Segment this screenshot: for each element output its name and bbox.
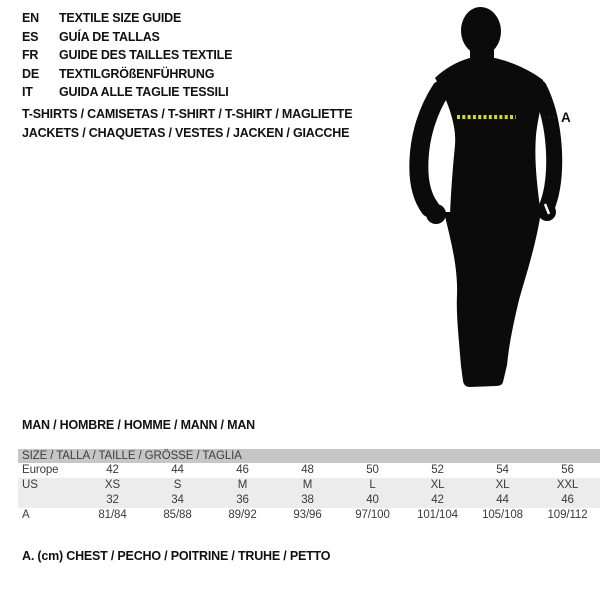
table-cell: M <box>237 479 248 491</box>
language-row <box>22 83 232 102</box>
table-cell: XL <box>495 479 510 491</box>
row-label: US <box>22 479 38 491</box>
table-cell: 81/84 <box>98 509 127 521</box>
language-label: TEXTILE SIZE GUIDE <box>59 11 182 25</box>
category-line-jackets: JACKETS / CHAQUETAS / VESTES / JACKEN / GIACCHE <box>22 125 350 140</box>
table-cell: 105/108 <box>482 509 523 521</box>
silhouette-left-arm <box>419 90 441 208</box>
language-code: DE <box>22 66 39 81</box>
language-row <box>22 9 232 28</box>
language-code: ES <box>22 29 39 44</box>
table-cell: 46 <box>236 464 249 476</box>
language-code: IT <box>22 85 33 100</box>
category-line-tshirts: T-SHIRTS / CAMISETAS / T-SHIRT / T-SHIRT / MAGLIETTE <box>22 107 353 121</box>
language-label: GUIDA ALLE TAGLIE TESSILI <box>59 85 229 100</box>
row-label <box>18 493 80 508</box>
table-cell: XXL <box>556 479 579 491</box>
table-cell: 40 <box>366 494 379 506</box>
table-cell: 42 <box>106 464 119 476</box>
language-label: TEXTILGRÖßENFÜHRUNG <box>59 66 215 81</box>
table-cell: 44 <box>496 494 509 506</box>
table-cell: 50 <box>366 464 379 476</box>
silhouette-left-hand <box>426 204 446 224</box>
table-cell: L <box>369 479 376 491</box>
table-cell: 48 <box>301 464 314 476</box>
table-cell: 36 <box>236 494 249 506</box>
table-row <box>18 478 600 493</box>
language-row <box>22 46 232 65</box>
silhouette-legs <box>444 212 541 387</box>
measurement-footnote: A. (cm) CHEST / PECHO / POITRINE / TRUHE / PETTO <box>22 549 331 563</box>
table-cell: 56 <box>561 464 574 476</box>
table-cell: M <box>302 479 313 491</box>
table-cell: 93/96 <box>293 509 322 521</box>
table-cell: 38 <box>301 494 314 506</box>
table-cell: 97/100 <box>355 509 390 521</box>
section-title: MAN / HOMBRE / HOMME / MANN / MAN <box>22 418 255 432</box>
silhouette-right-arm <box>539 88 554 209</box>
table-row <box>18 508 600 523</box>
table-cell: XS <box>104 479 121 491</box>
category-lines <box>22 105 352 142</box>
language-code: FR <box>22 48 39 63</box>
table-cell: 101/104 <box>417 509 458 521</box>
man-silhouette-svg <box>400 0 600 400</box>
language-label: GUIDE DES TAILLES TEXTILE <box>59 48 233 63</box>
row-label: A <box>22 509 30 521</box>
table-cell: 89/92 <box>228 509 257 521</box>
language-code: EN <box>22 11 39 25</box>
table-cell: 42 <box>431 494 444 506</box>
table-cell: 54 <box>496 464 509 476</box>
table-cell: 46 <box>561 494 574 506</box>
size-table <box>18 449 600 523</box>
language-list <box>22 9 232 102</box>
table-row <box>18 493 600 508</box>
table-cell: 34 <box>171 494 184 506</box>
measure-label-a: A <box>561 110 571 125</box>
language-label: GUÍA DE TALLAS <box>59 29 160 44</box>
table-cell: 52 <box>431 464 444 476</box>
size-table-header: SIZE / TALLA / TAILLE / GRÖSSE / TAGLIA <box>18 449 600 463</box>
silhouette-torso <box>435 58 543 215</box>
language-row <box>22 28 232 47</box>
table-cell: 85/88 <box>163 509 192 521</box>
language-row <box>22 65 232 84</box>
table-cell: 32 <box>106 494 119 506</box>
table-cell: 44 <box>171 464 184 476</box>
table-row <box>18 463 600 478</box>
row-label: Europe <box>22 464 59 476</box>
man-silhouette <box>400 0 600 400</box>
table-cell: 109/112 <box>547 509 588 521</box>
size-table-body <box>18 463 600 523</box>
table-cell: S <box>173 479 182 491</box>
table-cell: XL <box>430 479 445 491</box>
